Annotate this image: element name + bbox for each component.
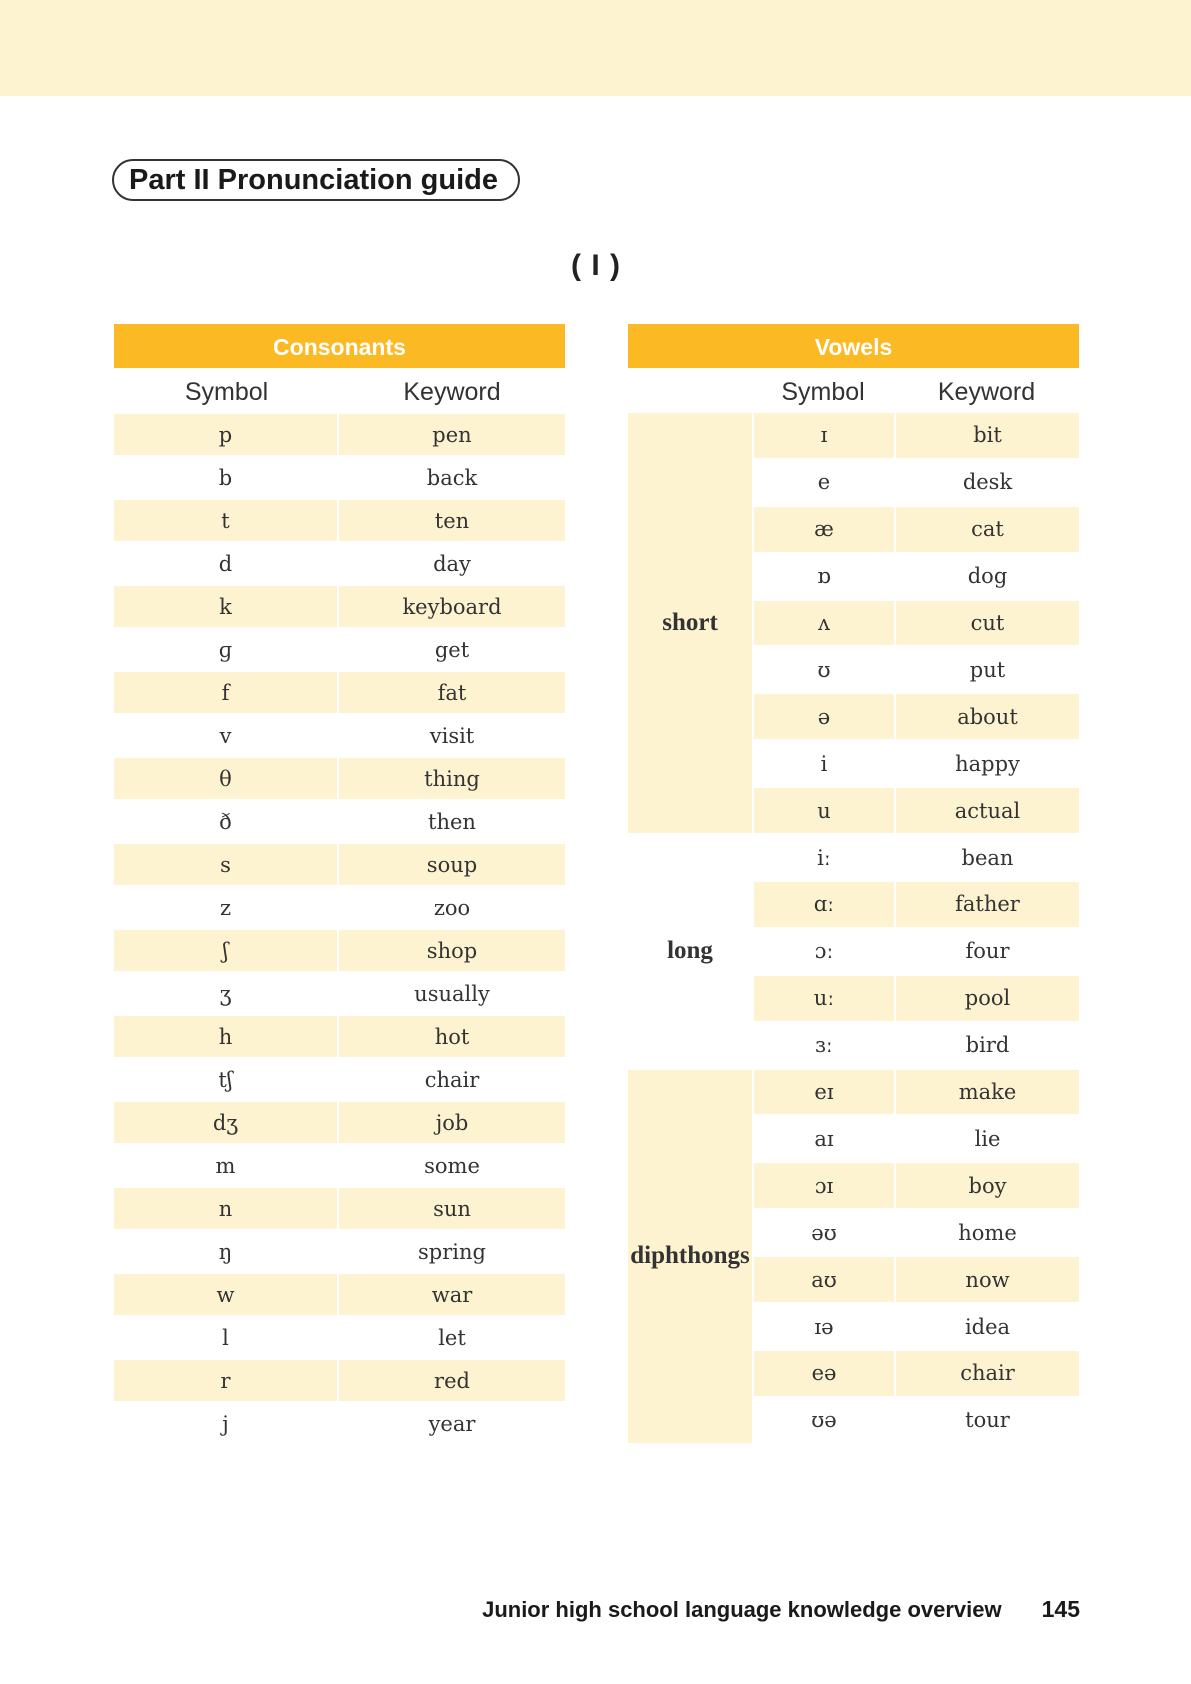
- vowel-keyword: happy: [955, 751, 1020, 776]
- consonant-keyword: pen: [339, 414, 565, 455]
- vowel-keyword: bird: [965, 1033, 1010, 1058]
- vowel-symbol: i: [820, 751, 828, 776]
- vowel-symbol: ɔː: [814, 939, 834, 964]
- consonant-keyword: chair: [424, 1067, 480, 1092]
- vowel-symbol: ɪ: [754, 413, 894, 458]
- consonant-symbol: tʃ: [218, 1067, 233, 1092]
- consonants-symbol-header: Symbol: [184, 378, 269, 406]
- vowel-category-label: diphthongs: [630, 1242, 750, 1270]
- vowel-keyword: bean: [961, 845, 1014, 870]
- vowel-symbol: ɒ: [817, 564, 831, 589]
- vowel-symbol: ɜː: [815, 1033, 833, 1058]
- vowel-keyword: put: [969, 657, 1006, 682]
- vowel-symbol: u: [754, 788, 894, 833]
- vowel-keyword: actual: [896, 788, 1079, 833]
- consonant-keyword: zoo: [433, 895, 471, 920]
- vowel-keyword: home: [958, 1220, 1017, 1245]
- vowel-category-label: long: [667, 937, 713, 965]
- consonant-symbol: l: [222, 1325, 229, 1350]
- page-footer: [400, 1596, 1080, 1623]
- consonant-keyword: get: [434, 637, 470, 662]
- consonant-symbol: ɡ: [218, 637, 233, 662]
- vowel-keyword: four: [965, 939, 1010, 964]
- consonant-keyword: back: [426, 465, 478, 490]
- vowel-symbol: aʊ: [754, 1257, 894, 1302]
- consonant-symbol: v: [219, 723, 232, 748]
- vowel-symbol: ʊ: [817, 657, 831, 682]
- section-number: ( I ): [571, 249, 621, 282]
- vowel-symbol: aɪ: [814, 1126, 834, 1151]
- vowel-keyword: pool: [896, 976, 1079, 1021]
- consonants-keyword-header: Keyword: [403, 378, 501, 406]
- vowel-keyword: father: [896, 882, 1079, 927]
- consonant-keyword: visit: [429, 723, 475, 748]
- vowel-keyword: make: [896, 1070, 1079, 1115]
- vowel-symbol: uː: [754, 976, 894, 1021]
- consonant-keyword: then: [428, 809, 476, 834]
- vowel-symbol: ɑː: [754, 882, 894, 927]
- vowel-symbol: ʊə: [811, 1408, 837, 1433]
- consonant-symbol: ŋ: [218, 1239, 233, 1264]
- consonant-keyword: hot: [339, 1016, 565, 1057]
- vowel-symbol: iː: [817, 845, 831, 870]
- consonant-keyword: red: [339, 1360, 565, 1401]
- consonant-symbol: t: [114, 500, 337, 541]
- consonant-symbol: ð: [219, 809, 232, 834]
- vowel-symbol: ə: [754, 694, 894, 739]
- vowel-keyword: desk: [962, 470, 1013, 495]
- consonant-keyword: usually: [414, 981, 490, 1006]
- consonant-symbol: ʃ: [114, 930, 337, 971]
- consonant-keyword: sun: [339, 1188, 565, 1229]
- consonant-keyword: war: [339, 1274, 565, 1315]
- consonant-symbol: d: [218, 551, 233, 576]
- consonant-symbol: dʒ: [114, 1102, 337, 1143]
- footer-title: Junior high school language knowledge overview: [482, 1597, 1002, 1622]
- vowel-keyword: now: [896, 1257, 1079, 1302]
- vowel-keyword: boy: [896, 1163, 1079, 1208]
- consonant-symbol: w: [114, 1274, 337, 1315]
- vowel-symbol: əʊ: [811, 1220, 837, 1245]
- consonant-keyword: some: [424, 1153, 480, 1178]
- vowels-symbol-header: Symbol: [781, 378, 865, 406]
- vowel-keyword: cat: [896, 507, 1079, 552]
- consonant-symbol: θ: [114, 758, 337, 799]
- vowel-symbol: e: [817, 470, 831, 495]
- vowel-keyword: lie: [974, 1126, 1001, 1151]
- consonant-keyword: day: [433, 551, 471, 576]
- vowel-category-label: short: [662, 609, 718, 637]
- consonant-keyword: fat: [339, 672, 565, 713]
- consonant-symbol: p: [114, 414, 337, 455]
- consonant-symbol: m: [215, 1153, 236, 1178]
- consonant-keyword: ten: [339, 500, 565, 541]
- consonant-symbol: r: [114, 1360, 337, 1401]
- vowel-symbol: ɔɪ: [754, 1163, 894, 1208]
- vowels-heading: Vowels: [628, 324, 1079, 368]
- consonant-keyword: let: [438, 1325, 466, 1350]
- vowel-symbol: eɪ: [754, 1070, 894, 1115]
- vowel-keyword: chair: [896, 1351, 1079, 1396]
- vowel-keyword: idea: [964, 1314, 1011, 1339]
- page-number: 145: [1041, 1596, 1080, 1622]
- consonant-symbol: s: [114, 844, 337, 885]
- vowel-keyword: dog: [967, 564, 1008, 589]
- consonant-symbol: j: [222, 1411, 229, 1436]
- consonant-symbol: ʒ: [219, 981, 232, 1006]
- consonant-keyword: spring: [418, 1239, 486, 1264]
- vowels-keyword-header: Keyword: [937, 378, 1036, 406]
- vowel-symbol: ʌ: [754, 601, 894, 646]
- consonant-keyword: job: [339, 1102, 565, 1143]
- vowel-keyword: about: [896, 694, 1079, 739]
- vowel-keyword: cut: [896, 601, 1079, 646]
- consonant-keyword: shop: [339, 930, 565, 971]
- vowel-symbol: ɪə: [814, 1314, 834, 1339]
- consonant-symbol: b: [218, 465, 233, 490]
- consonant-keyword: year: [428, 1411, 476, 1436]
- consonant-symbol: n: [114, 1188, 337, 1229]
- part-title: Part II Pronunciation guide: [112, 159, 520, 201]
- consonant-symbol: h: [114, 1016, 337, 1057]
- vowel-symbol: æ: [754, 507, 894, 552]
- consonant-keyword: thing: [339, 758, 565, 799]
- header-band: [0, 0, 1191, 96]
- consonant-symbol: z: [219, 895, 232, 920]
- vowel-symbol: eə: [754, 1351, 894, 1396]
- vowel-keyword: tour: [965, 1408, 1010, 1433]
- consonant-symbol: k: [114, 586, 337, 627]
- vowel-keyword: bit: [896, 413, 1079, 458]
- consonant-keyword: keyboard: [339, 586, 565, 627]
- consonant-symbol: f: [114, 672, 337, 713]
- consonants-heading: Consonants: [114, 324, 565, 368]
- consonant-keyword: soup: [339, 844, 565, 885]
